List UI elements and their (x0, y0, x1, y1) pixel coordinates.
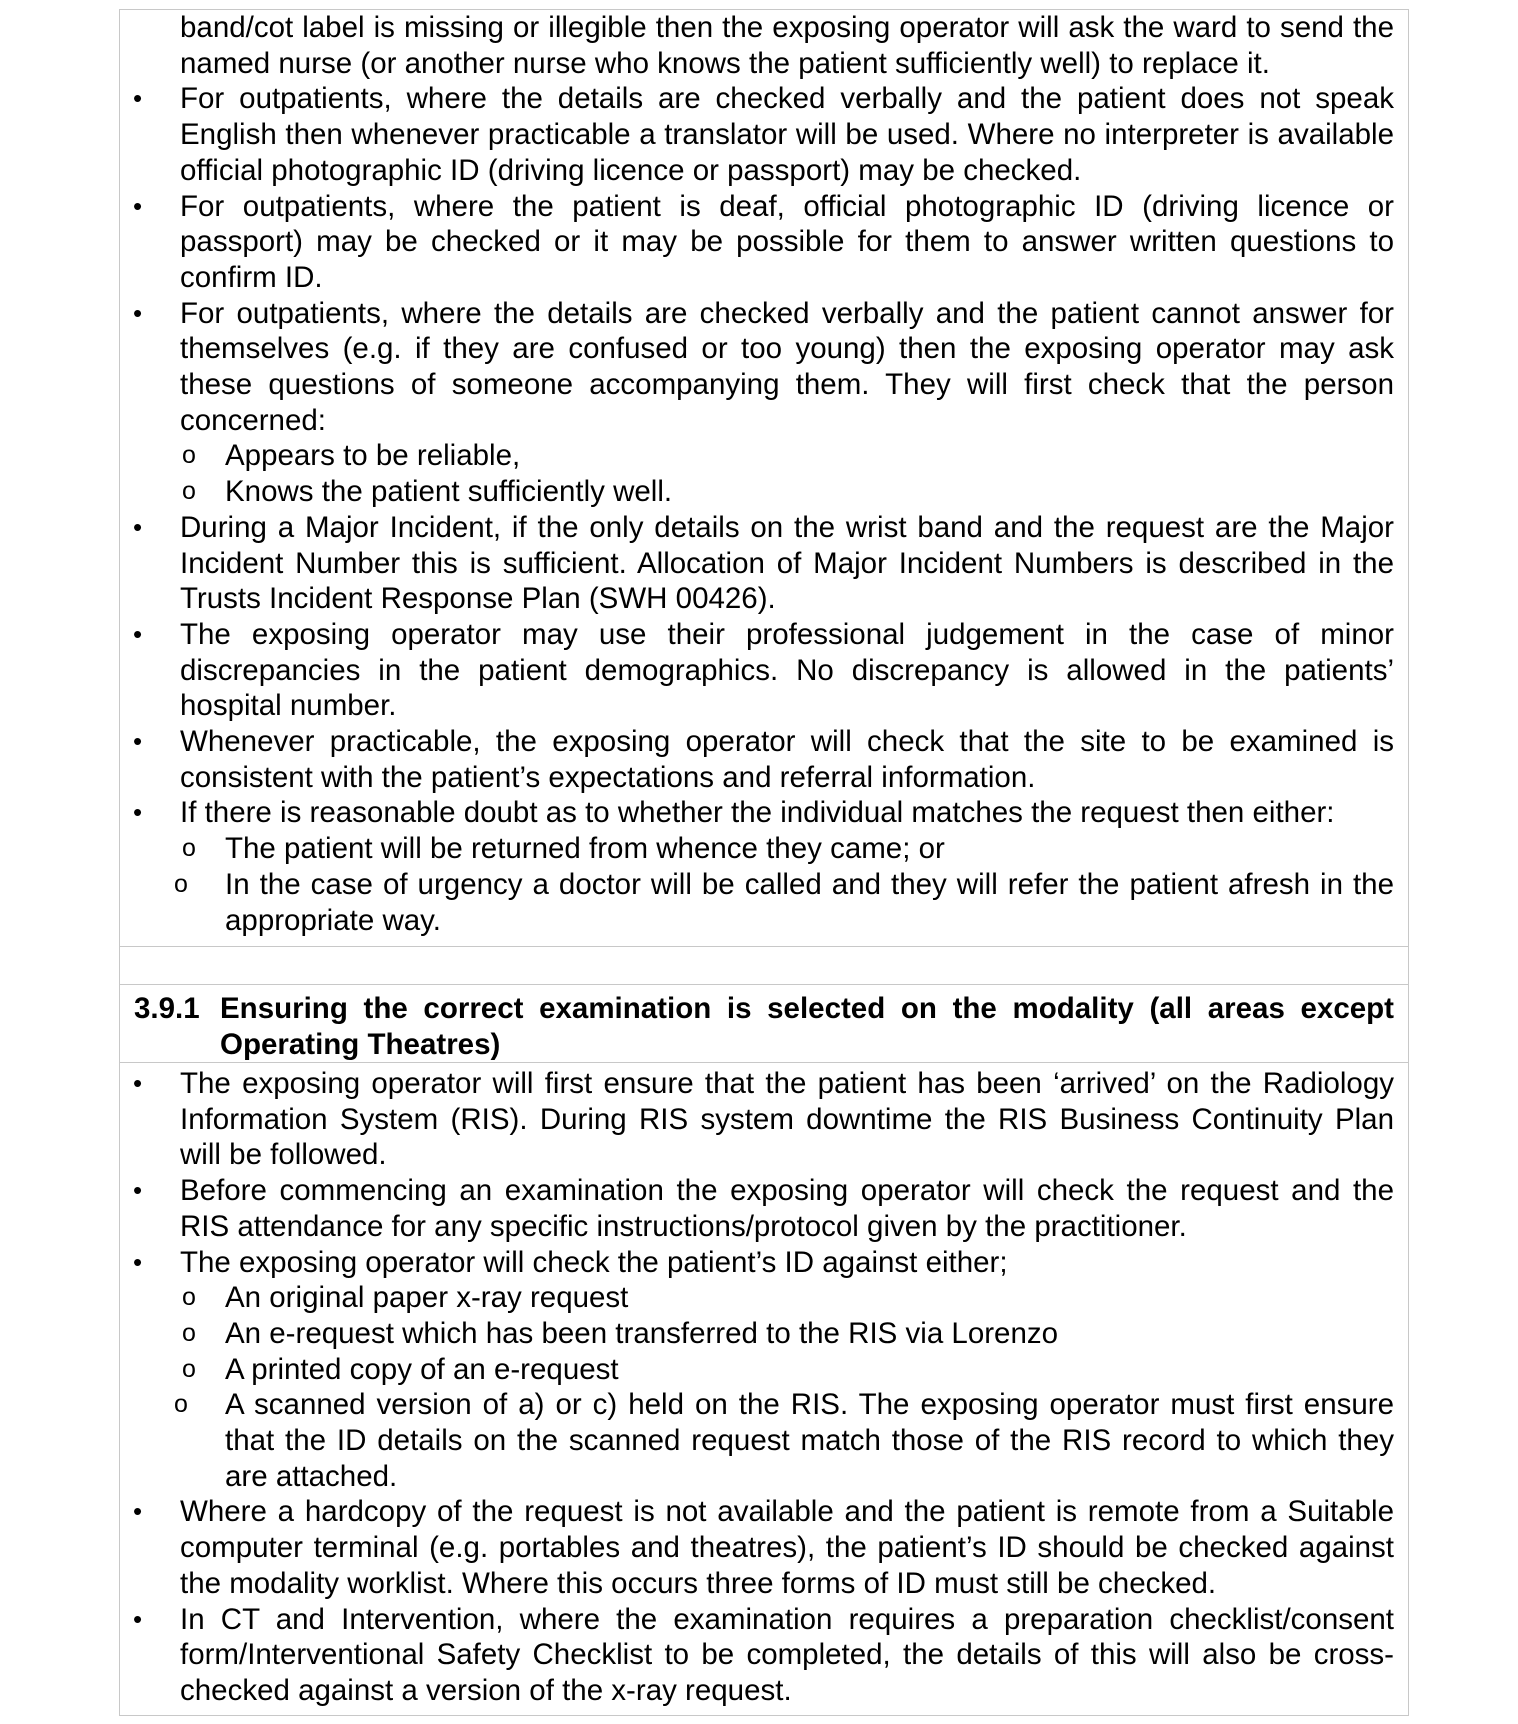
sub-list-item: o A printed copy of an e-request (120, 1352, 1408, 1388)
sub-list-item: o Knows the patient sufficiently well. (120, 474, 1408, 510)
table-cell-top (120, 10, 1408, 947)
bullet-icon: • (133, 511, 143, 542)
list-item: • Whenever practicable, the exposing operator will check that the site to be examined is consistent with the patient’s expectations and referral information. (133, 725, 1394, 794)
table-cell-empty (120, 947, 1408, 985)
bullet-icon: • (133, 1603, 143, 1634)
bullet-icon: • (133, 1246, 143, 1277)
sub-list-item: o Appears to be reliable, (120, 438, 1408, 474)
bullet-list-top (120, 81, 1408, 938)
bullet-icon: • (133, 190, 143, 221)
list-item: • For outpatients, where the patient is deaf, official photographic ID (driving licence or passport) may be checked or it may be possible for them to answer written questions to confirm ID. (133, 189, 1394, 294)
sub-bullet-icon: o (182, 834, 196, 863)
section-heading (120, 985, 1408, 1062)
sub-bullet-icon: o (182, 1318, 196, 1347)
document-table (119, 9, 1409, 1716)
list-item: • Where a hardcopy of the request is not available and the patient is remote from a Suitable computer terminal (e.g. portables and theatres), the patient’s ID should be checked against the modality worklist. Where this occurs three forms of ID must still be checked. (133, 1495, 1394, 1600)
list-item: • During a Major Incident, if the only details on the wrist band and the request are the Major Incident Number this is sufficient. Allocation of Major Incident Numbers is described in the Trusts Incident Response Plan (SWH 00426). (133, 510, 1394, 616)
bullet-icon: • (133, 1068, 143, 1098)
sub-list-item: o An original paper x-ray request (120, 1280, 1408, 1316)
section-number: 3.9.1 (134, 992, 200, 1025)
bullet-icon: • (133, 83, 143, 114)
sub-list-item: o A scanned version of a) or c) held on the RIS. The exposing operator must first ensure that the ID details on the scanned request match those of the RIS record to which they are attached. (174, 1388, 1394, 1493)
table-cell-heading (120, 985, 1408, 1063)
sub-list-item: o An e-request which has been transferred to the RIS via Lorenzo (120, 1316, 1408, 1352)
sub-bullet-icon: o (182, 1283, 196, 1312)
bullet-list-bottom (120, 1066, 1408, 1709)
section-title: Ensuring the correct examination is selected on the modality (all areas except Operating Theatres) (220, 992, 1394, 1061)
list-item: • The exposing operator may use their professional judgement in the case of minor discrepancies in the patient demographics. No discrepancy is allowed in the patients’ hospital number. (133, 617, 1394, 723)
sub-bullet-icon: o (174, 869, 188, 898)
bullet-icon: • (133, 797, 143, 828)
list-item: • For outpatients, where the details are checked verbally and the patient cannot answer for themselves (e.g. if they are confused or too young) then the exposing operator may ask these questions of someone accompanying them. They will first check that the person concerned: (133, 296, 1394, 437)
sub-list-item: o In the case of urgency a doctor will be called and they will refer the patient afresh in the appropriate way. (174, 867, 1394, 937)
list-item: • For outpatients, where the details are checked verbally and the patient does not speak English then whenever practicable a translator will be used. Where no interpreter is available official photographic ID (driving licence or passport) may be checked. (133, 82, 1394, 187)
bullet-icon: • (133, 297, 143, 328)
bullet-icon: • (133, 618, 143, 649)
continuation-paragraph: band/cot label is missing or illegible then the exposing operator will ask the ward to send the named nurse (or another nurse who knows the patient sufficiently well) to replace it. (180, 11, 1394, 80)
table-cell-bottom (120, 1063, 1408, 1715)
sub-bullet-icon: o (182, 1354, 196, 1383)
list-item: • If there is reasonable doubt as to whether the individual matches the request then either: (133, 796, 1335, 830)
list-item: • The exposing operator will check the patient’s ID against either; (133, 1245, 1008, 1279)
sub-bullet-icon: o (182, 477, 196, 506)
sub-list-item: o The patient will be returned from whence they came; or (120, 831, 1408, 867)
list-item: • Before commencing an examination the exposing operator will check the request and the RIS attendance for any specific instructions/protocol given by the practitioner. (133, 1174, 1394, 1243)
bullet-icon: • (133, 726, 143, 757)
sub-bullet-icon: o (174, 1390, 188, 1419)
list-item: • In CT and Intervention, where the examination requires a preparation checklist/consent form/Interventional Safety Checklist to be completed, the details of this will also be cross-checked against a version of the x-ray request. (133, 1602, 1394, 1707)
bullet-icon: • (133, 1175, 143, 1206)
list-item: • The exposing operator will first ensure that the patient has been ‘arrived’ on the Radiology Information System (RIS). During RIS system downtime the RIS Business Continuity Plan will be followed. (133, 1067, 1394, 1172)
sub-bullet-icon: o (182, 441, 196, 470)
bullet-icon: • (133, 1496, 143, 1527)
